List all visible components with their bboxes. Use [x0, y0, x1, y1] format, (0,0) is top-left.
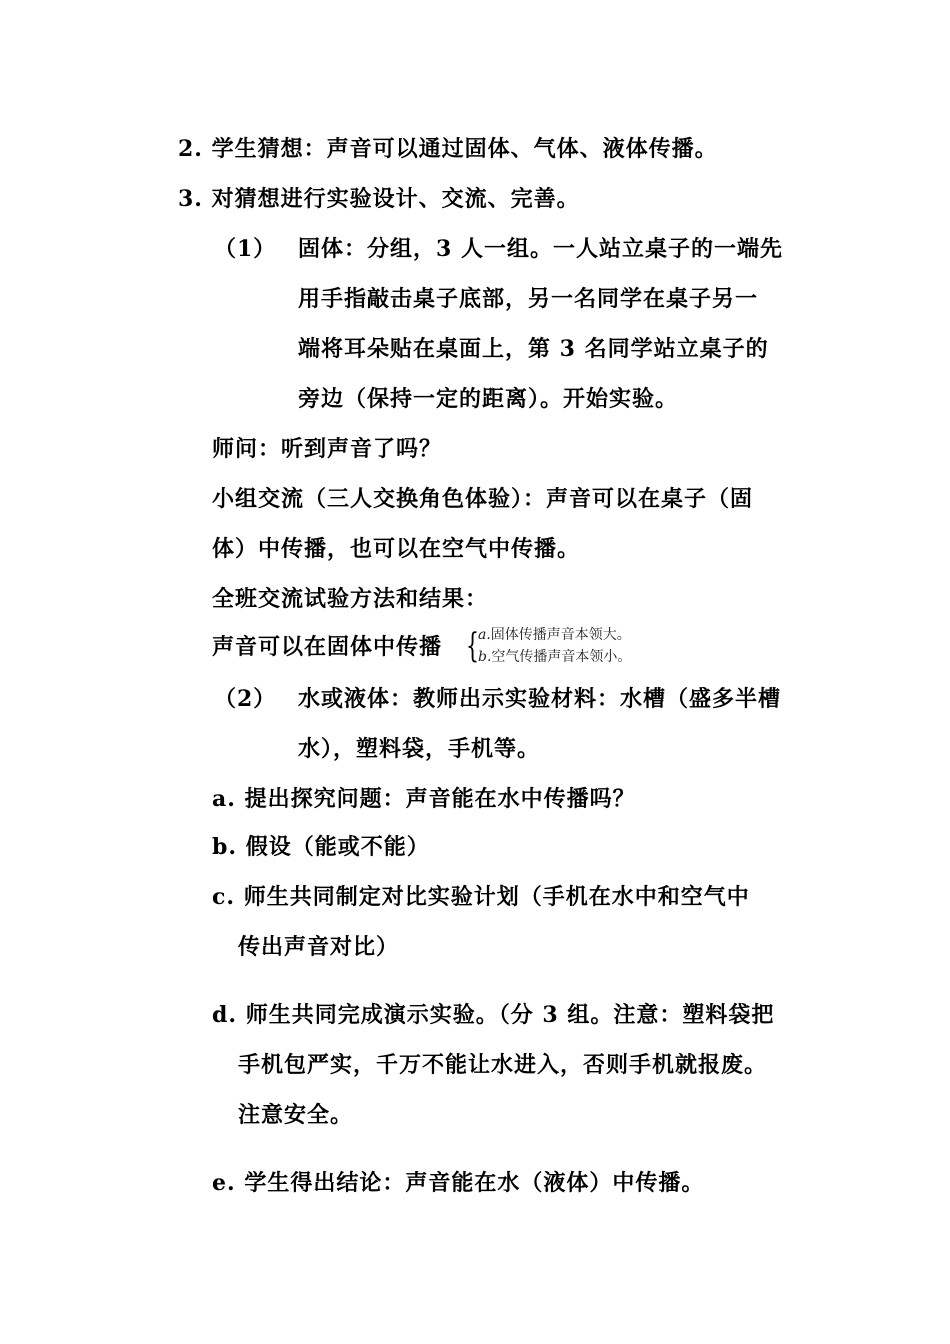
line-step-d-3: 注意安全。	[238, 1102, 354, 1128]
line-liquid-1: 水或液体：教师出示实验材料：水槽（盛多半槽	[298, 686, 782, 712]
line-step-d-1: d. 师生共同完成演示实验。（分 3 组。注意：塑料袋把	[212, 1002, 775, 1028]
line-step-c-1: c. 师生共同制定对比实验计划（手机在水中和空气中	[212, 884, 750, 910]
line-step-c-2: 传出声音对比）	[238, 934, 400, 960]
line-solid-conclusion: 声音可以在固体中传播	[212, 634, 443, 660]
line-student-guess: 2. 学生猜想：声音可以通过固体、气体、液体传播。	[178, 136, 718, 162]
item-number-1: （1）	[214, 236, 277, 262]
curly-brace-icon: {	[466, 626, 479, 666]
line-class-exchange: 全班交流试验方法和结果：	[212, 586, 489, 612]
brace-item-a-text: 固体传播声音本领大。	[490, 627, 631, 643]
brace-item-b	[478, 648, 631, 666]
line-group-discussion-2: 体）中传播，也可以在空气中传播。	[212, 536, 581, 562]
line-group-discussion-1: 小组交流（三人交换角色体验）：声音可以在桌子（固	[212, 486, 754, 512]
line-step-b: b. 假设（能或不能）	[212, 834, 430, 860]
line-solid-4: 旁边（保持一定的距离）。开始实验。	[298, 386, 679, 412]
line-experiment-design: 3. 对猜想进行实验设计、交流、完善。	[178, 186, 580, 212]
line-solid-2: 用手指敲击桌子底部，另一名同学在桌子另一	[298, 286, 759, 312]
line-step-d-2: 手机包严实，千万不能让水进入，否则手机就报废。	[238, 1052, 768, 1078]
brace-item-a	[478, 626, 631, 644]
brace-annotation	[466, 624, 726, 668]
line-teacher-question: 师问：听到声音了吗？	[212, 436, 443, 462]
brace-item-b-text: 空气传播声音本领小。	[491, 649, 632, 665]
line-solid-3: 端将耳朵贴在桌面上，第 3 名同学站立桌子的	[298, 336, 769, 362]
brace-item-a-marker: a.	[478, 627, 491, 643]
item-number-2: （2）	[214, 686, 277, 712]
brace-item-b-marker: b.	[478, 649, 492, 665]
line-solid-1: 固体：分组，3 人一组。一人站立桌子的一端先	[298, 236, 783, 262]
line-liquid-2: 水），塑料袋，手机等。	[298, 736, 541, 762]
line-step-a: a. 提出探究问题：声音能在水中传播吗？	[212, 786, 636, 812]
line-step-e: e. 学生得出结论：声音能在水（液体）中传播。	[212, 1170, 705, 1196]
